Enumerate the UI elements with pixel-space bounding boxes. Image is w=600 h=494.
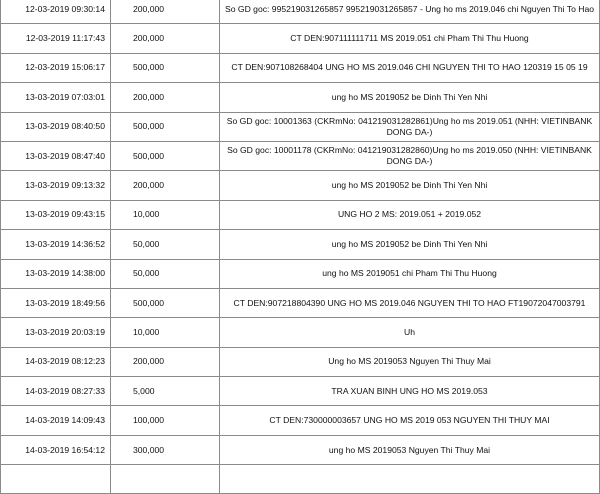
transaction-description: TRA XUAN BINH UNG HO MS 2019.053 (220, 377, 600, 406)
transaction-amount: 500,000 (111, 53, 220, 82)
transaction-amount: 10,000 (111, 318, 220, 347)
table-row (1, 171, 600, 200)
transaction-date: 13-03-2019 08:47:40 (1, 141, 111, 170)
transaction-amount: 200,000 (111, 24, 220, 53)
transaction-description: CT DEN:730000003657 UNG HO MS 2019 053 NGUYEN THI THUY MAI (220, 406, 600, 435)
transaction-date: 13-03-2019 20:03:19 (1, 318, 111, 347)
table-row (1, 0, 600, 24)
table-row (1, 83, 600, 112)
transaction-description: ung ho MS 2019052 be Dinh Thi Yen Nhi (220, 83, 600, 112)
table-row (1, 141, 600, 170)
transaction-description: CT DEN:907108268404 UNG HO MS 2019.046 CHI NGUYEN THI TO HAO 120319 15 05 19 (220, 53, 600, 82)
transaction-amount: 200,000 (111, 83, 220, 112)
table-row (1, 24, 600, 53)
transaction-amount: 50,000 (111, 259, 220, 288)
transaction-date: 12-03-2019 11:17:43 (1, 24, 111, 53)
transaction-description: CT DEN:907111111711 MS 2019.051 chi Pham Thi Thu Huong (220, 24, 600, 53)
transaction-amount: 5,000 (111, 377, 220, 406)
transaction-amount: 200,000 (111, 171, 220, 200)
empty-cell (111, 465, 220, 494)
transaction-description: ung ho MS 2019052 be Dinh Thi Yen Nhi (220, 230, 600, 259)
table-row (1, 259, 600, 288)
transaction-date: 13-03-2019 18:49:56 (1, 288, 111, 317)
transaction-description: Uh (220, 318, 600, 347)
transaction-description: Ung ho MS 2019053 Nguyen Thi Thuy Mai (220, 347, 600, 376)
transaction-amount: 500,000 (111, 288, 220, 317)
transaction-amount: 100,000 (111, 406, 220, 435)
transactions-body (1, 0, 600, 494)
table-row-partial (1, 465, 600, 494)
transaction-amount: 500,000 (111, 112, 220, 141)
transaction-description: So GD goc: 995219031265857 995219031265857 - Ung ho ms 2019.046 chi Nguyen Thi To Hao (220, 0, 600, 24)
transaction-date: 13-03-2019 09:43:15 (1, 200, 111, 229)
transaction-date: 13-03-2019 09:13:32 (1, 171, 111, 200)
transaction-description: So GD goc: 10001363 (CKRmNo: 041219031282861)Ung ho ms 2019.051 (NHH: VIETINBANK DONG DA-) (220, 112, 600, 141)
transaction-amount: 500,000 (111, 141, 220, 170)
transaction-date: 14-03-2019 14:09:43 (1, 406, 111, 435)
transaction-date: 14-03-2019 08:27:33 (1, 377, 111, 406)
table-row (1, 53, 600, 82)
transaction-date: 13-03-2019 08:40:50 (1, 112, 111, 141)
table-row (1, 200, 600, 229)
transaction-description: So GD goc: 10001178 (CKRmNo: 041219031282860)Ung ho ms 2019.050 (NHH: VIETINBANK DONG DA-) (220, 141, 600, 170)
table-row (1, 435, 600, 464)
table-row (1, 347, 600, 376)
transaction-date: 13-03-2019 07:03:01 (1, 83, 111, 112)
transaction-amount: 200,000 (111, 0, 220, 24)
table-row (1, 377, 600, 406)
table-row (1, 288, 600, 317)
table-row (1, 112, 600, 141)
empty-cell (1, 465, 111, 494)
transaction-amount: 200,000 (111, 347, 220, 376)
transaction-date: 13-03-2019 14:38:00 (1, 259, 111, 288)
transaction-description: CT DEN:907218804390 UNG HO MS 2019.046 NGUYEN THI TO HAO FT19072047003791 (220, 288, 600, 317)
transaction-date: 12-03-2019 15:06:17 (1, 53, 111, 82)
transaction-description: ung ho MS 2019053 Nguyen Thi Thuy Mai (220, 435, 600, 464)
transaction-description: ung ho MS 2019052 be Dinh Thi Yen Nhi (220, 171, 600, 200)
table-row (1, 318, 600, 347)
transaction-description: ung ho MS 2019051 chi Pham Thi Thu Huong (220, 259, 600, 288)
transaction-amount: 50,000 (111, 230, 220, 259)
transaction-amount: 300,000 (111, 435, 220, 464)
empty-cell (220, 465, 600, 494)
transaction-description: UNG HO 2 MS: 2019.051 + 2019.052 (220, 200, 600, 229)
transaction-date: 12-03-2019 09:30:14 (1, 0, 111, 24)
transaction-amount: 10,000 (111, 200, 220, 229)
table-row (1, 406, 600, 435)
transaction-date: 13-03-2019 14:36:52 (1, 230, 111, 259)
transaction-date: 14-03-2019 08:12:23 (1, 347, 111, 376)
transaction-date: 14-03-2019 16:54:12 (1, 435, 111, 464)
table-row (1, 230, 600, 259)
